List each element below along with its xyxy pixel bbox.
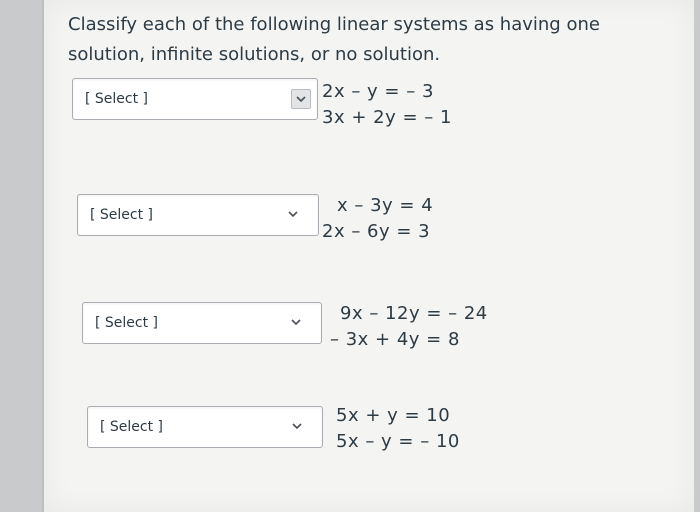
chevron-down-icon[interactable] <box>288 417 308 437</box>
answer-select-1[interactable] <box>72 78 318 120</box>
equation-3a: 9x – 12y = – 24 <box>340 303 488 324</box>
quiz-page <box>42 0 694 512</box>
select-value-3: [ Select ] <box>95 315 159 331</box>
chevron-down-icon[interactable] <box>287 313 307 333</box>
select-value-4: [ Select ] <box>100 419 164 435</box>
select-value-1: [ Select ] <box>85 91 149 107</box>
system-row-3 <box>44 298 694 358</box>
equation-4b: 5x – y = – 10 <box>336 431 460 452</box>
chevron-down-icon[interactable] <box>284 205 304 225</box>
system-row-2 <box>44 190 694 250</box>
answer-select-3[interactable] <box>82 302 322 344</box>
answer-select-4[interactable] <box>87 406 323 448</box>
equation-4a: 5x + y = 10 <box>336 405 451 426</box>
chevron-down-icon[interactable] <box>291 89 311 109</box>
answer-select-2[interactable] <box>77 194 319 236</box>
system-row-4 <box>44 400 694 460</box>
system-row-1 <box>44 78 694 138</box>
equation-1a: 2x – y = – 3 <box>322 81 434 102</box>
select-value-2: [ Select ] <box>90 207 154 223</box>
equation-1b: 3x + 2y = – 1 <box>322 107 452 128</box>
equation-2b: 2x – 6y = 3 <box>322 221 431 242</box>
equation-3b: – 3x + 4y = 8 <box>330 329 460 350</box>
question-text: Classify each of the following linear systems as having one solution, infinite solutions, or no solution. <box>68 14 600 65</box>
equation-2a: x – 3y = 4 <box>337 195 434 216</box>
